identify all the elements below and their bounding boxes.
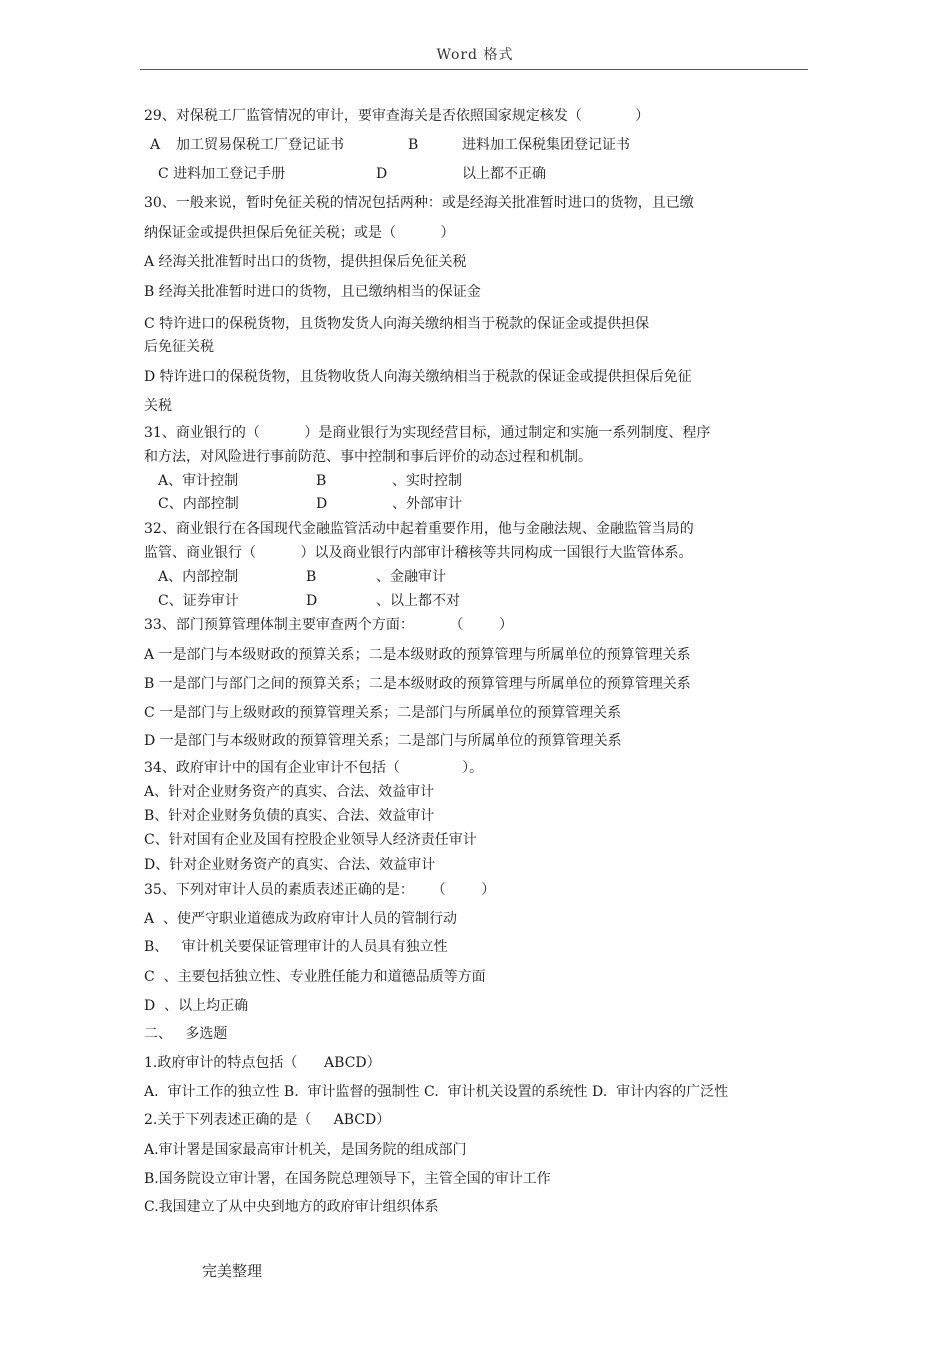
q31-option-b-key: B [316, 473, 327, 489]
q32-option-b-text: 、金融审计 [376, 569, 446, 585]
q29-option-c: C 进料加工登记手册 [158, 166, 286, 182]
q30-option-d-line2: 关税 [144, 398, 172, 414]
q30-option-b: B 经海关批准暂时进口的货物，且已缴纳相当的保证金 [144, 284, 481, 300]
q31-option-c: C、内部控制 [158, 496, 239, 512]
q30-option-d-line1: D 特许进口的保税货物，且货物收货人向海关缴纳相当于税款的保证金或提供担保后免征 [144, 369, 692, 385]
q35-option-d: D 、以上均正确 [144, 998, 249, 1014]
q35-option-c: C 、主要包括独立性、专业胜任能力和道德品质等方面 [144, 969, 486, 985]
m1-options: A. 审计工作的独立性 B. 审计监督的强制性 C. 审计机关设置的系统性 D. 审计内容的广泛性 [144, 1084, 729, 1100]
q32-option-a: A、内部控制 [158, 569, 239, 585]
q29-option-a-text: 加工贸易保税工厂登记证书 [176, 137, 344, 153]
q32-option-d-text: 、以上都不对 [376, 593, 460, 609]
q32-option-c: C、证券审计 [158, 593, 239, 609]
q29-option-d-key: D [376, 166, 388, 182]
q33-option-a: A 一是部门与本级财政的预算关系；二是本级财政的预算管理与所属单位的预算管理关系 [144, 647, 691, 663]
header-divider [140, 69, 808, 70]
q31-option-d-text: 、外部审计 [392, 496, 462, 512]
q29-option-b-key: B [408, 137, 419, 153]
q30-option-c-line1: C 特许进口的保税货物，且货物发货人向海关缴纳相当于税款的保证金或提供担保 [144, 316, 650, 332]
q34-option-a: A、针对企业财务资产的真实、合法、效益审计 [144, 784, 435, 800]
q30-stem-line2: 纳保证金或提供担保后免征关税；或是（ ） [144, 225, 455, 241]
q30-option-a: A 经海关批准暂时出口的货物，提供担保后免征关税 [144, 254, 467, 270]
q30-option-c-line2: 后免征关税 [144, 339, 214, 355]
q35-option-a: A 、使严守职业道德成为政府审计人员的管制行动 [144, 911, 458, 927]
q34-option-c: C、针对国有企业及国有控股企业领导人经济责任审计 [144, 832, 477, 848]
q31-option-b-text: 、实时控制 [392, 473, 462, 489]
q34-option-b: B、针对企业财务负债的真实、合法、效益审计 [144, 808, 435, 824]
q33-option-b: B 一是部门与部门之间的预算关系；二是本级财政的预算管理与所属单位的预算管理关系 [144, 676, 691, 692]
q34-option-d: D、针对企业财务资产的真实、合法、效益审计 [144, 857, 436, 873]
m2-stem: 2.关于下列表述正确的是（ ABCD） [144, 1112, 391, 1128]
page-header-title: Word 格式 [436, 47, 514, 63]
q29-option-a-key: A [150, 137, 161, 153]
q29-option-d-text: 以上都不正确 [462, 166, 546, 182]
section-title-multiple-choice: 二、 多选题 [144, 1026, 228, 1042]
q31-stem-line1: 31、商业银行的（ ）是商业银行为实现经营目标，通过制定和实施一系列制度、程序 [144, 425, 711, 441]
q35-stem: 35、下列对审计人员的素质表述正确的是： （ ） [144, 882, 496, 898]
q35-option-b: B、 审计机关要保证管理审计的人员具有独立性 [144, 939, 448, 955]
q30-stem-line1: 30、一般来说，暂时免征关税的情况包括两种：或是经海关批准暂时进口的货物，且已缴 [144, 195, 694, 211]
q34-stem: 34、政府审计中的国有企业审计不包括（ ）。 [144, 760, 484, 776]
q29-option-b-text: 进料加工保税集团登记证书 [462, 137, 630, 153]
q33-option-d: D 一是部门与本级财政的预算管理关系；二是部门与所属单位的预算管理关系 [144, 733, 622, 749]
m2-option-a: A.审计署是国家最高审计机关，是国务院的组成部门 [144, 1142, 467, 1158]
q31-stem-line2: 和方法，对风险进行事前防范、事中控制和事后评价的动态过程和机制。 [144, 449, 592, 465]
q33-option-c: C 一是部门与上级财政的预算管理关系；二是部门与所属单位的预算管理关系 [144, 705, 622, 721]
q29-stem: 29、对保税工厂监管情况的审计，要审查海关是否依照国家规定核发（ ） [144, 108, 650, 124]
q33-stem: 33、部门预算管理体制主要审查两个方面： （ ） [144, 617, 514, 633]
m1-stem: 1.政府审计的特点包括（ ABCD） [144, 1055, 381, 1071]
page-footer-text: 完美整理 [202, 1262, 263, 1280]
q32-option-d-key: D [306, 593, 318, 609]
m2-option-b: B.国务院设立审计署，在国务院总理领导下，主管全国的审计工作 [144, 1171, 551, 1187]
q31-option-a: A、审计控制 [158, 473, 239, 489]
q32-stem-line1: 32、商业银行在各国现代金融监管活动中起着重要作用，他与金融法规、金融监管当局的 [144, 521, 694, 537]
q31-option-d-key: D [316, 496, 328, 512]
m2-option-c: C.我国建立了从中央到地方的政府审计组织体系 [144, 1199, 439, 1215]
q32-stem-line2: 监管、商业银行（ ）以及商业银行内部审计稽核等共同构成一国银行大监管体系。 [144, 545, 693, 561]
q32-option-b-key: B [306, 569, 317, 585]
